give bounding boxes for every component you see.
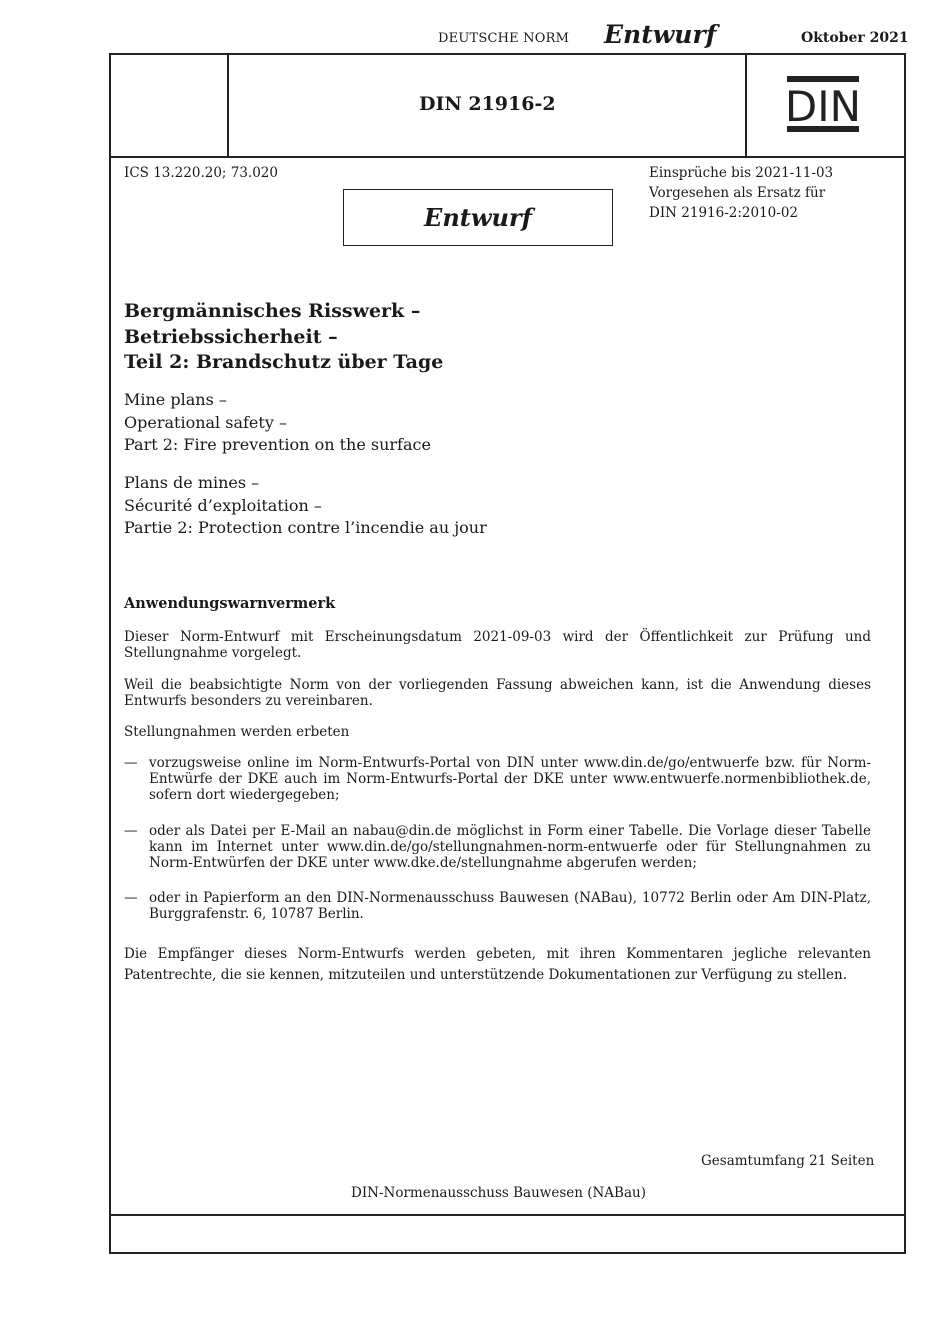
list-item: — oder als Datei per E-Mail an nabau@din.de möglichst in Form einer Tabelle. Die Vorlage dieser Tabelle kann im Internet unter www.din.de/go/stellungnahmen-norm-entwuerfe oder für Stellungnahmen zu Norm-Entwürfen der DKE unter www.dke.de/stellungnahme abgerufen werden; [124, 823, 871, 871]
draft-box: Entwurf [343, 189, 613, 246]
objection-deadline: Einsprüche bis 2021-11-03 [649, 165, 834, 181]
warning-paragraph-2: Weil die beabsichtigte Norm von der vorliegenden Fassung abweichen kann, ist die Anwendung dieses Entwurfs besonders zu vereinbaren. [124, 677, 871, 709]
bullet-dash: — [124, 755, 138, 771]
warning-paragraph-3: Stellungnahmen werden erbeten [124, 724, 350, 740]
standard-number: DIN 21916-2 [419, 93, 556, 115]
title-english: Mine plans – Operational safety – Part 2: Fire prevention on the surface [124, 390, 431, 454]
footer-rule [111, 1214, 904, 1216]
title-german: Bergmännisches Risswerk – Betriebssicherheit – Teil 2: Brandschutz über Tage [124, 300, 444, 373]
title-french: Plans de mines – Sécurité d’exploitation – Partie 2: Protection contre l’incendie au jour [124, 473, 487, 537]
committee-name: DIN-Normenausschuss Bauwesen (NABau) [351, 1185, 646, 1201]
replacement-standard: DIN 21916-2:2010-02 [649, 205, 799, 221]
header-bottom-rule [111, 156, 904, 158]
list-item: — oder in Papierform an den DIN-Normenausschuss Bauwesen (NABau), 10772 Berlin oder Am DIN-Platz, Burggrafenstr. 6, 10787 Berlin. [124, 890, 871, 922]
warning-heading: Anwendungswarnvermerk [124, 595, 336, 612]
bullet-dash: — [124, 823, 138, 839]
warning-paragraph-4: Die Empfänger dieses Norm-Entwurfs werden gebeten, mit ihren Kommentaren jegliche relevanten Patentrechte, die sie kennen, mitzuteilen und unterstützende Dokumentationen zur Verfügung zu stellen. [124, 946, 871, 983]
total-pages: Gesamtumfang 21 Seiten [701, 1153, 875, 1169]
header-divider-right [745, 55, 747, 156]
publication-date: Oktober 2021 [801, 30, 909, 46]
ics-code: ICS 13.220.20; 73.020 [124, 165, 278, 181]
header-divider-left [227, 55, 229, 156]
list-item: — vorzugsweise online im Norm-Entwurfs-Portal von DIN unter www.din.de/go/entwuerfe bzw. für Norm-Entwürfe der DKE auch im Norm-Entwurfs-Portal der DKE unter www.entwuerfe.normenbibliothek.de, sofern dort wiedergegeben; [124, 755, 871, 803]
bullet-dash: — [124, 890, 138, 906]
document-type-label: DEUTSCHE NORM [438, 31, 570, 46]
din-logo-text: DIN [785, 82, 862, 131]
warning-paragraph-1: Dieser Norm-Entwurf mit Erscheinungsdatum 2021-09-03 wird der Öffentlichkeit zur Prüfung und Stellungnahme vorgelegt. [124, 629, 871, 661]
draft-status: Entwurf [604, 20, 717, 49]
replacement-note: Vorgesehen als Ersatz für [649, 185, 826, 201]
din-logo [785, 74, 865, 134]
